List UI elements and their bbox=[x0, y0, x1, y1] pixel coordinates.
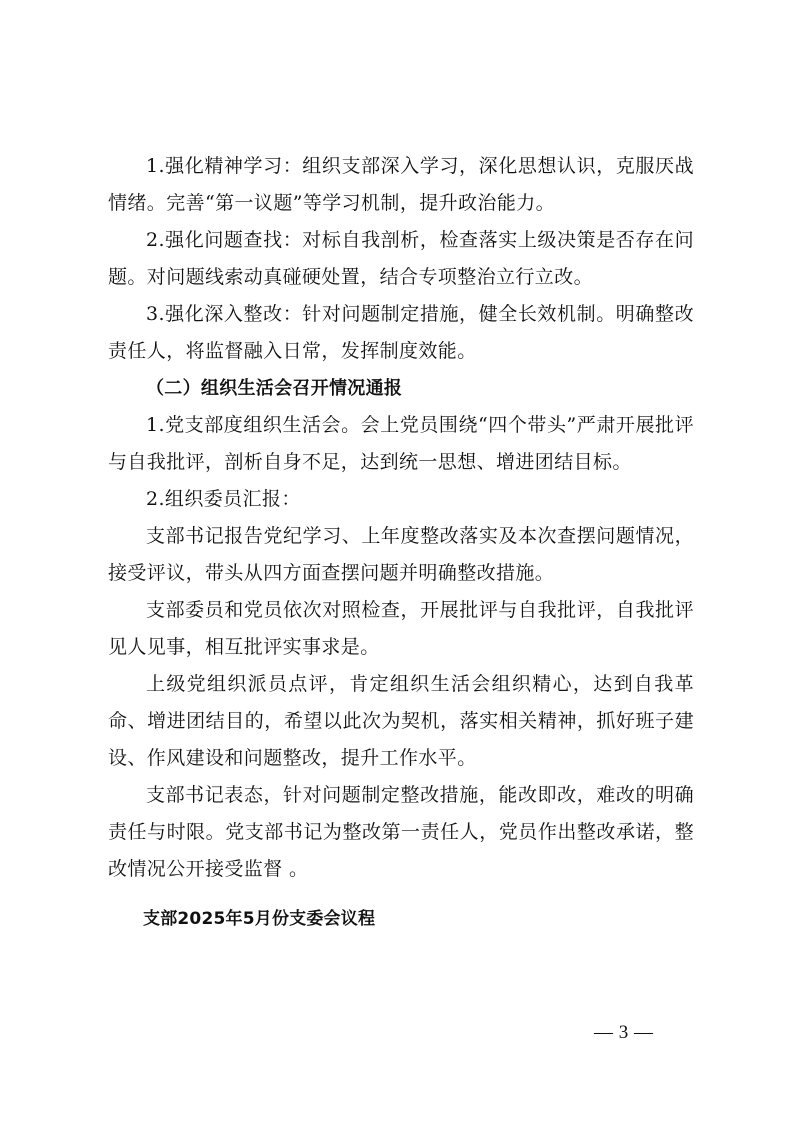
body-paragraph: 支部委员和党员依次对照检查，开展批评与自我批评，自我批评见人见事，相互批评实事求是。 bbox=[108, 599, 694, 658]
body-paragraph: 1.党支部度组织生活会。会上党员围绕“四个带头”严肃开展批评与自我批评，剖析自身不足，达到统一思想、增进团结目标。 bbox=[108, 414, 694, 473]
body-paragraph: 2.强化问题查找：对标自我剖析，检查落实上级决策是否存在问题。对问题线索动真碰硬处置，结合专项整治立行立改。 bbox=[108, 229, 694, 288]
agenda-title: 支部2025年5月份支委会议程 bbox=[143, 909, 376, 929]
body-paragraph: 2.组织委员汇报： bbox=[146, 488, 301, 510]
body-paragraph: 支部书记报告党纪学习、上年度整改落实及本次查摆问题情况，接受评议，带头从四方面查摆问题并明确整改措施。 bbox=[108, 525, 694, 584]
body-paragraph: 1.强化精神学习：组织支部深入学习，深化思想认识，克服厌战情绪。完善“第一议题”等学习机制，提升政治能力。 bbox=[108, 155, 694, 214]
body-paragraph: 支部书记表态，针对问题制定整改措施，能改即改，难改的明确责任与时限。党支部书记为整改第一责任人，党员作出整改承诺，整改情况公开接受监督 。 bbox=[108, 784, 694, 880]
page-number: — 3 — bbox=[594, 1022, 654, 1043]
document-body bbox=[108, 148, 694, 888]
body-paragraph: 3.强化深入整改：针对问题制定措施，健全长效机制。明确整改责任人，将监督融入日常，发挥制度效能。 bbox=[108, 303, 694, 362]
body-paragraph: 上级党组织派员点评，肯定组织生活会组织精心，达到自我革命、增进团结目的，希望以此次为契机，落实相关精神，抓好班子建设、作风建设和问题整改，提升工作水平。 bbox=[108, 673, 694, 769]
section-heading: （二）组织生活会召开情况通报 bbox=[146, 378, 403, 399]
